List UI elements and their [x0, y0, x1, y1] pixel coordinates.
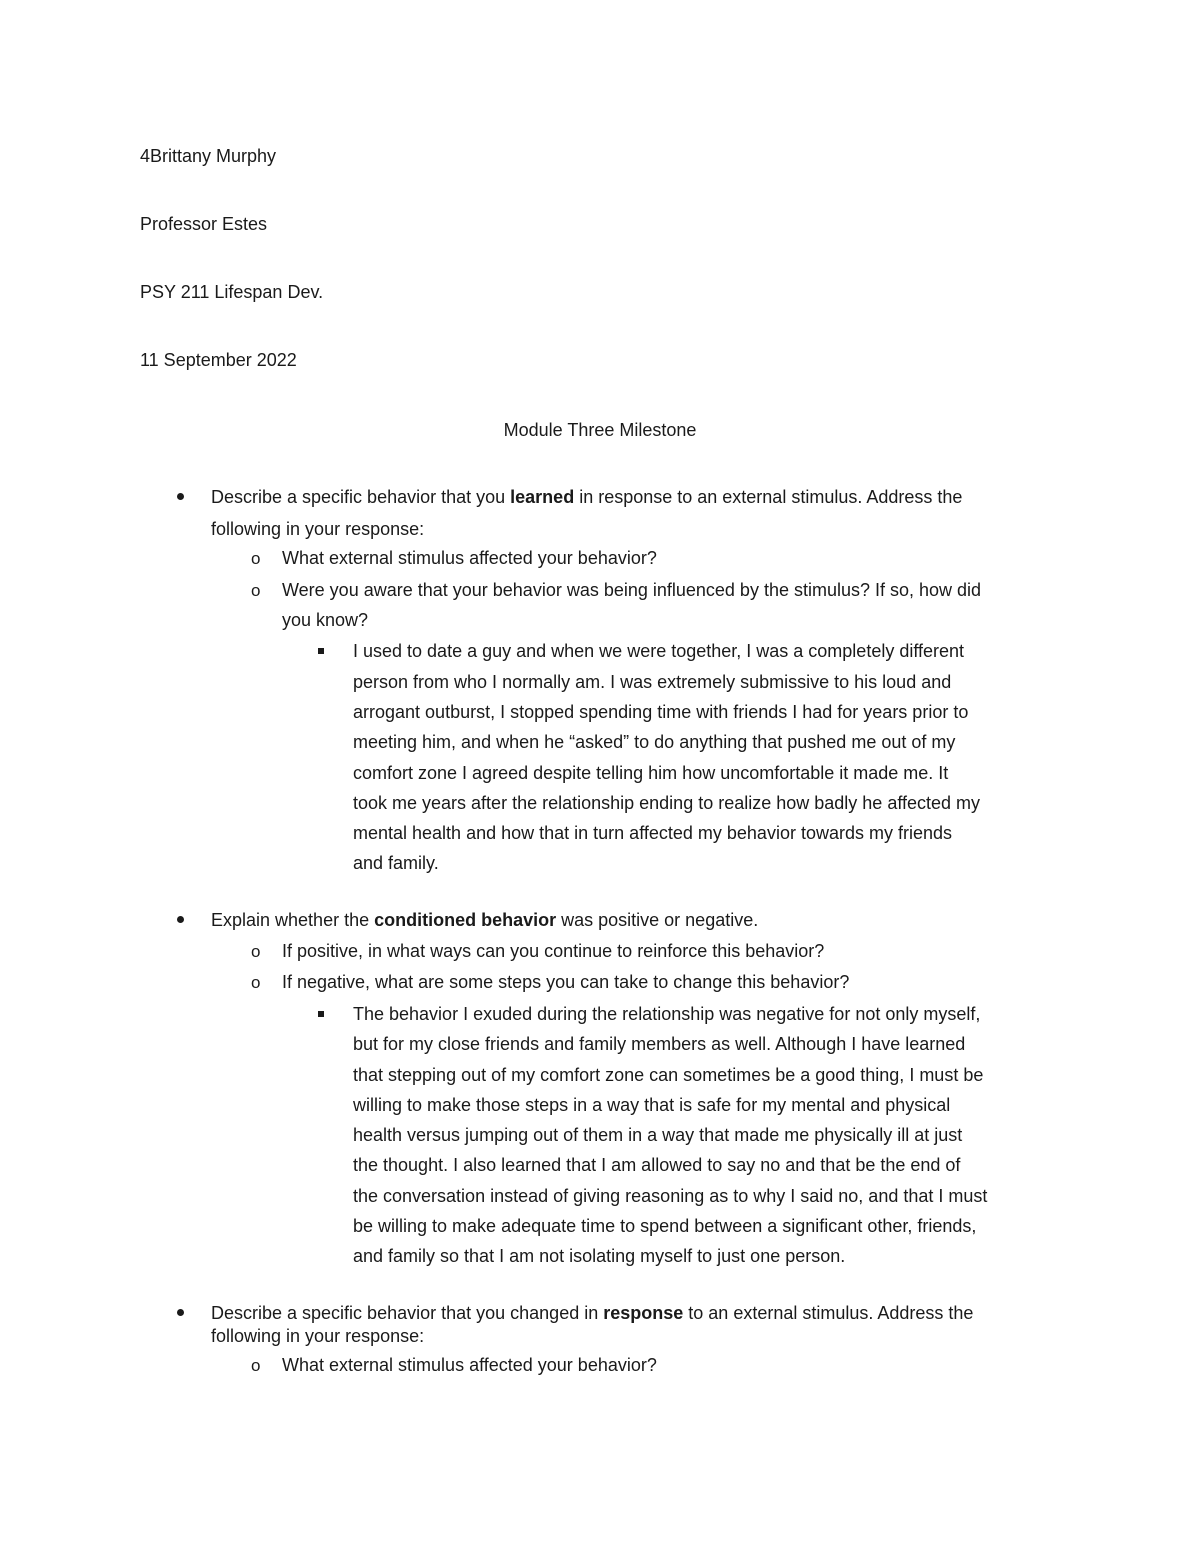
answer-1-line: and family. [353, 853, 439, 873]
answer-1-line: mental health and how that in turn affected my behavior towards my friends [353, 823, 952, 843]
answer-2-line: The behavior I exuded during the relationship was negative for not only myself, [353, 1004, 981, 1024]
answer-1-line: person from who I normally am. I was extremely submissive to his loud and [353, 672, 952, 692]
question-2-line-1: Explain whether the conditioned behavior was positive or negative. [211, 910, 759, 930]
answer-2-line: the conversation instead of giving reasoning as to why I said no, and that I must [353, 1186, 988, 1206]
answer-2-line: willing to make those steps in a way that is safe for my mental and physical [353, 1095, 951, 1115]
answer-2-line: health versus jumping out of them in a way that made me physically ill at just [353, 1125, 963, 1145]
question-1-line-1: Describe a specific behavior that you learned in response to an external stimulus. Address the [211, 487, 963, 507]
question-2-sub-1: If positive, in what ways can you continue to reinforce this behavior? [282, 941, 825, 961]
emphasis-learned: learned [510, 487, 575, 507]
question-1-line-2: following in your response: [211, 519, 425, 539]
question-2-sub-2: If negative, what are some steps you can take to change this behavior? [282, 972, 850, 992]
answer-1-line: I used to date a guy and when we were together, I was a completely different [353, 641, 965, 661]
emphasis-response: response [603, 1303, 684, 1323]
answer-2-line: but for my close friends and family members as well. Although I have learned [353, 1034, 966, 1054]
answer-1-line: comfort zone I agreed despite telling him how uncomfortable it made me. It [353, 763, 949, 783]
professor-name: Professor Estes [140, 214, 268, 234]
bullet-dot-icon [177, 1309, 184, 1316]
question-3-line-1: Describe a specific behavior that you changed in response to an external stimulus. Address the [211, 1303, 974, 1323]
course-name: PSY 211 Lifespan Dev. [140, 282, 324, 302]
bullet-dot-icon [177, 916, 184, 923]
bullet-circle-icon: o [251, 581, 261, 600]
document-title: Module Three Milestone [503, 420, 697, 440]
bullet-circle-icon: o [251, 973, 261, 992]
question-3-line-2: following in your response: [211, 1326, 425, 1346]
answer-1-line: took me years after the relationship ending to realize how badly he affected my [353, 793, 981, 813]
bullet-square-icon [318, 1011, 324, 1017]
question-1-sub-2-line-1: Were you aware that your behavior was being influenced by the stimulus? If so, how did [282, 580, 982, 600]
bullet-circle-icon: o [251, 549, 261, 568]
bullet-square-icon [318, 648, 324, 654]
question-1-sub-1: What external stimulus affected your behavior? [282, 548, 657, 568]
document-date: 11 September 2022 [140, 350, 297, 370]
answer-2-line: and family so that I am not isolating myself to just one person. [353, 1246, 846, 1266]
answer-2-line: the thought. I also learned that I am allowed to say no and that be the end of [353, 1155, 961, 1175]
bullet-circle-icon: o [251, 1356, 261, 1375]
author-name: 4Brittany Murphy [140, 146, 277, 166]
answer-2-line: that stepping out of my comfort zone can sometimes be a good thing, I must be [353, 1065, 984, 1085]
answer-1-line: arrogant outburst, I stopped spending time with friends I had for years prior to [353, 702, 969, 722]
question-1-sub-2-line-2: you know? [282, 610, 369, 630]
bullet-dot-icon [177, 493, 184, 500]
emphasis-conditioned-behavior: conditioned behavior [374, 910, 557, 930]
question-3-sub-1: What external stimulus affected your behavior? [282, 1355, 657, 1375]
answer-1-line: meeting him, and when he “asked” to do anything that pushed me out of my [353, 732, 956, 752]
answer-2-line: be willing to make adequate time to spend between a significant other, friends, [353, 1216, 977, 1236]
bullet-circle-icon: o [251, 942, 261, 961]
